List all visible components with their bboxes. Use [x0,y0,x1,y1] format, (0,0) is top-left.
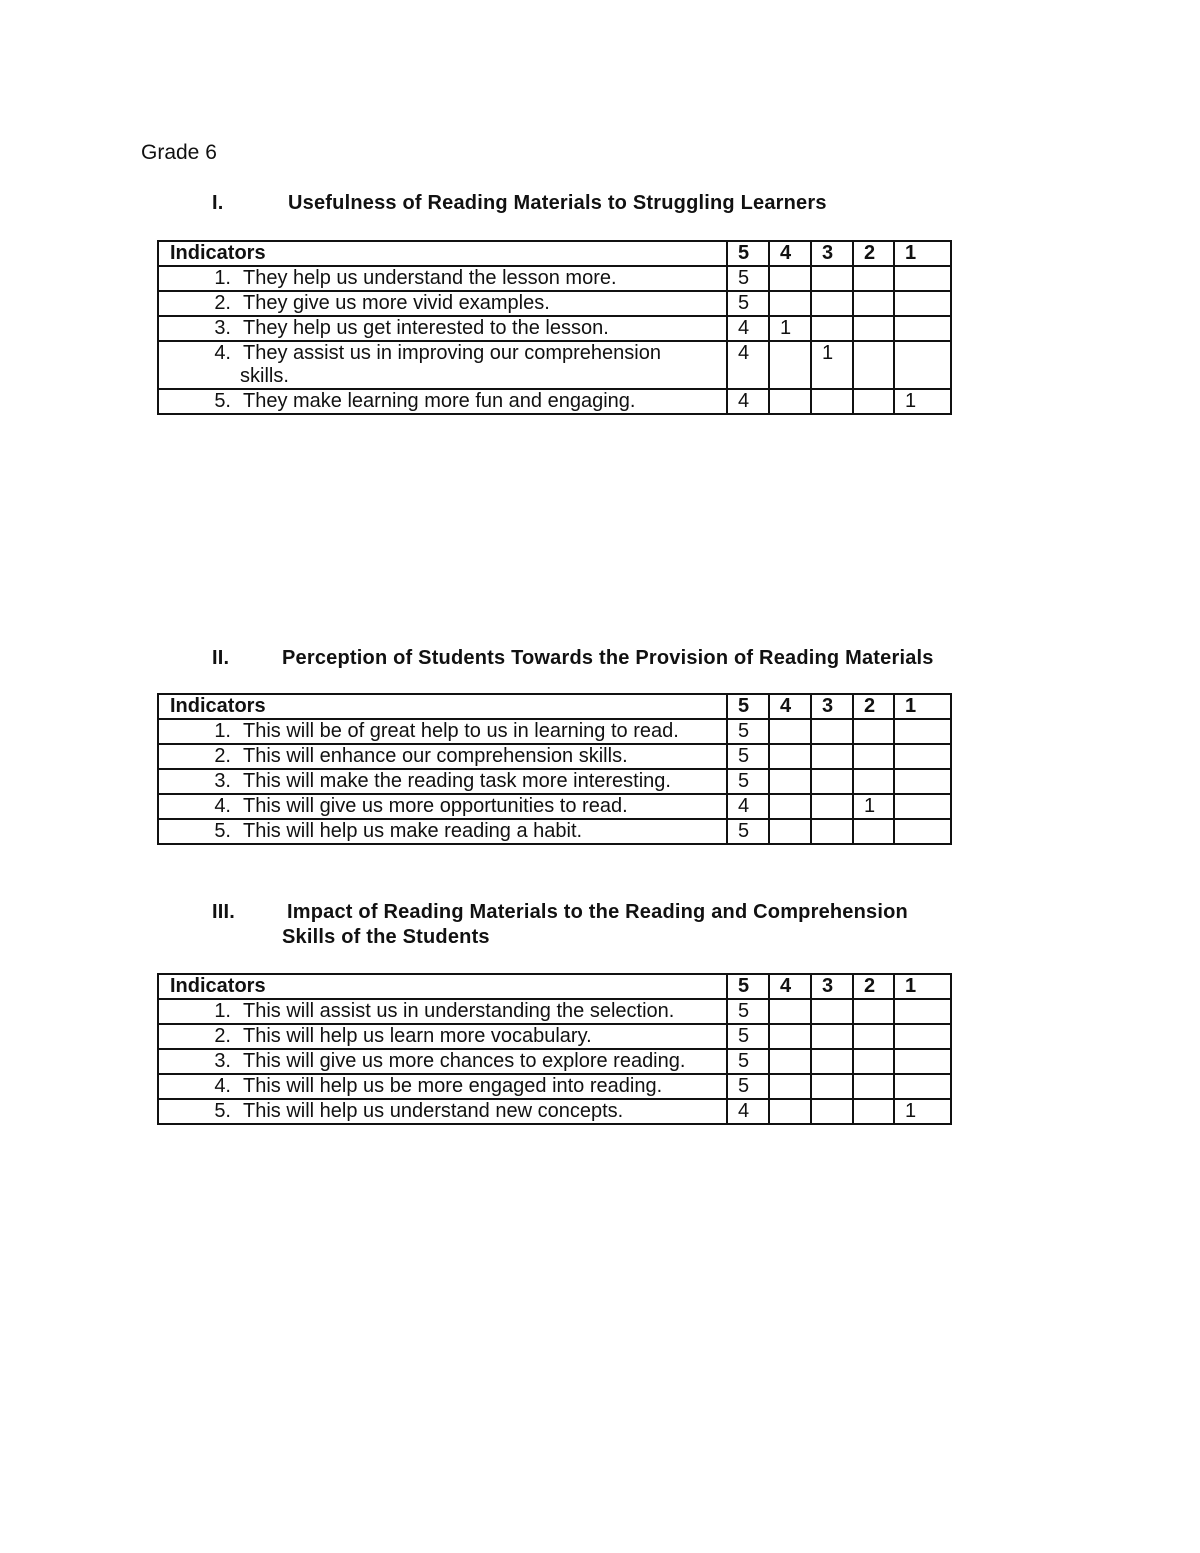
score-cell-4 [769,266,811,291]
score-cell-5: 5 [727,719,769,744]
score-cell-1 [894,316,951,341]
score-cell-4 [769,999,811,1024]
header-score-3: 3 [811,241,853,266]
item-text: This will help us understand new concepts. [243,1100,624,1122]
item-text: This will help us make reading a habit. [243,820,583,842]
score-cell-5: 5 [727,769,769,794]
score-cell-4 [769,719,811,744]
item-text: This will help us be more engaged into reading. [243,1075,663,1097]
score-cell-3 [811,1074,853,1099]
score-cell-3 [811,794,853,819]
section-title: Perception of Students Towards the Provision of Reading Materials [282,647,934,669]
table-row [158,1074,951,1099]
score-cell-4 [769,769,811,794]
indicator-cell [158,291,727,316]
score-cell-5: 4 [727,794,769,819]
item-number: 4. [214,795,231,817]
header-score-4: 4 [769,974,811,999]
header-score-4: 4 [769,241,811,266]
score-cell-3: 1 [811,341,853,389]
header-score-4: 4 [769,694,811,719]
score-cell-4 [769,1049,811,1074]
item-text: This will give us more chances to explore reading. [243,1050,686,1072]
item-text: This will make the reading task more interesting. [243,770,671,792]
score-cell-2 [853,819,894,844]
indicators-table-3 [157,973,952,1125]
score-cell-1: 1 [894,1099,951,1124]
item-number: 1. [214,720,231,742]
score-cell-3 [811,1049,853,1074]
score-cell-2 [853,266,894,291]
score-cell-2 [853,389,894,414]
indicator-cell [158,389,727,414]
section-title: Impact of Reading Materials to the Reading and Comprehension [287,901,908,923]
score-cell-4: 1 [769,316,811,341]
score-cell-5: 5 [727,744,769,769]
score-cell-5: 5 [727,1074,769,1099]
table-row [158,819,951,844]
item-text: This will enhance our comprehension skills. [243,745,628,767]
table-header-row [158,694,951,719]
indicator-cell [158,744,727,769]
item-text: They help us get interested to the lesson. [243,317,609,339]
score-cell-2 [853,1049,894,1074]
score-cell-2 [853,291,894,316]
indicator-cell [158,266,727,291]
item-text: They help us understand the lesson more. [243,267,617,289]
score-cell-2 [853,769,894,794]
score-cell-4 [769,1074,811,1099]
item-number: 1. [214,1000,231,1022]
header-score-1: 1 [894,694,951,719]
score-cell-2 [853,719,894,744]
item-number: 4. [214,342,231,364]
item-text: This will give us more opportunities to read. [243,795,628,817]
indicator-cell [158,819,727,844]
score-cell-1 [894,769,951,794]
score-cell-2 [853,341,894,389]
score-cell-3 [811,316,853,341]
score-cell-4 [769,389,811,414]
header-score-1: 1 [894,241,951,266]
table-row [158,1049,951,1074]
score-cell-2 [853,316,894,341]
table-row [158,719,951,744]
header-indicators: Indicators [158,694,727,719]
header-score-2: 2 [853,694,894,719]
header-score-5: 5 [727,694,769,719]
score-cell-3 [811,291,853,316]
table-header-row [158,241,951,266]
section-title-continued: Skills of the Students [282,926,490,948]
section-numeral: II. [212,647,230,669]
header-score-2: 2 [853,241,894,266]
item-number: 3. [214,1050,231,1072]
indicator-cell [158,1024,727,1049]
score-cell-5: 4 [727,1099,769,1124]
item-text: They assist us in improving our comprehension [243,342,661,364]
indicator-cell [158,1074,727,1099]
score-cell-4 [769,291,811,316]
score-cell-3 [811,719,853,744]
table-row [158,291,951,316]
item-number: 4. [214,1075,231,1097]
table-row [158,1099,951,1124]
score-cell-1: 1 [894,389,951,414]
item-number: 5. [214,1100,231,1122]
table-row [158,999,951,1024]
indicator-cell [158,1099,727,1124]
indicator-cell [158,769,727,794]
indicator-cell [158,1049,727,1074]
score-cell-1 [894,1024,951,1049]
score-cell-4 [769,794,811,819]
item-number: 2. [214,292,231,314]
table-row [158,316,951,341]
score-cell-1 [894,1074,951,1099]
score-cell-3 [811,769,853,794]
header-score-5: 5 [727,974,769,999]
header-score-3: 3 [811,974,853,999]
score-cell-3 [811,999,853,1024]
section-title: Usefulness of Reading Materials to Struggling Learners [288,192,827,214]
score-cell-3 [811,1024,853,1049]
score-cell-2 [853,999,894,1024]
score-cell-1 [894,744,951,769]
score-cell-5: 5 [727,266,769,291]
item-text: This will be of great help to us in learning to read. [243,720,679,742]
table-row [158,769,951,794]
table-row [158,794,951,819]
indicators-table-2 [157,693,952,845]
item-number: 3. [214,770,231,792]
score-cell-3 [811,1099,853,1124]
score-cell-1 [894,266,951,291]
score-cell-3 [811,819,853,844]
header-score-5: 5 [727,241,769,266]
score-cell-2 [853,1024,894,1049]
table-row [158,744,951,769]
score-cell-4 [769,1099,811,1124]
score-cell-2 [853,744,894,769]
item-number: 1. [214,267,231,289]
indicators-table-1 [157,240,952,415]
score-cell-1 [894,1049,951,1074]
score-cell-4 [769,819,811,844]
header-score-1: 1 [894,974,951,999]
score-cell-5: 4 [727,316,769,341]
table-header-row [158,974,951,999]
score-cell-5: 5 [727,999,769,1024]
item-text: This will assist us in understanding the selection. [243,1000,675,1022]
score-cell-5: 5 [727,1024,769,1049]
score-cell-4 [769,341,811,389]
item-number: 2. [214,745,231,767]
score-cell-5: 5 [727,1049,769,1074]
score-cell-2 [853,1099,894,1124]
item-text: They give us more vivid examples. [243,292,550,314]
item-number: 5. [214,820,231,842]
table-row [158,1024,951,1049]
header-score-2: 2 [853,974,894,999]
score-cell-5: 4 [727,341,769,389]
header-score-3: 3 [811,694,853,719]
item-text: This will help us learn more vocabulary. [243,1025,592,1047]
score-cell-4 [769,1024,811,1049]
table-row [158,341,951,389]
indicator-cell [158,341,727,389]
header-indicators: Indicators [158,241,727,266]
score-cell-3 [811,389,853,414]
score-cell-1 [894,999,951,1024]
item-text: They make learning more fun and engaging. [243,390,636,412]
table-row [158,389,951,414]
score-cell-2: 1 [853,794,894,819]
indicator-cell [158,999,727,1024]
score-cell-1 [894,794,951,819]
score-cell-5: 5 [727,819,769,844]
score-cell-2 [853,1074,894,1099]
score-cell-3 [811,744,853,769]
item-number: 3. [214,317,231,339]
grade-label: Grade 6 [141,141,217,164]
section-numeral: III. [212,901,236,923]
indicator-cell [158,794,727,819]
score-cell-5: 4 [727,389,769,414]
score-cell-1 [894,819,951,844]
score-cell-4 [769,744,811,769]
table-row [158,266,951,291]
score-cell-5: 5 [727,291,769,316]
indicator-cell [158,719,727,744]
indicator-cell [158,316,727,341]
section-numeral: I. [212,192,224,214]
score-cell-1 [894,341,951,389]
score-cell-3 [811,266,853,291]
item-text-continued: skills. [240,365,289,387]
score-cell-1 [894,291,951,316]
item-number: 5. [214,390,231,412]
item-number: 2. [214,1025,231,1047]
score-cell-1 [894,719,951,744]
header-indicators: Indicators [158,974,727,999]
